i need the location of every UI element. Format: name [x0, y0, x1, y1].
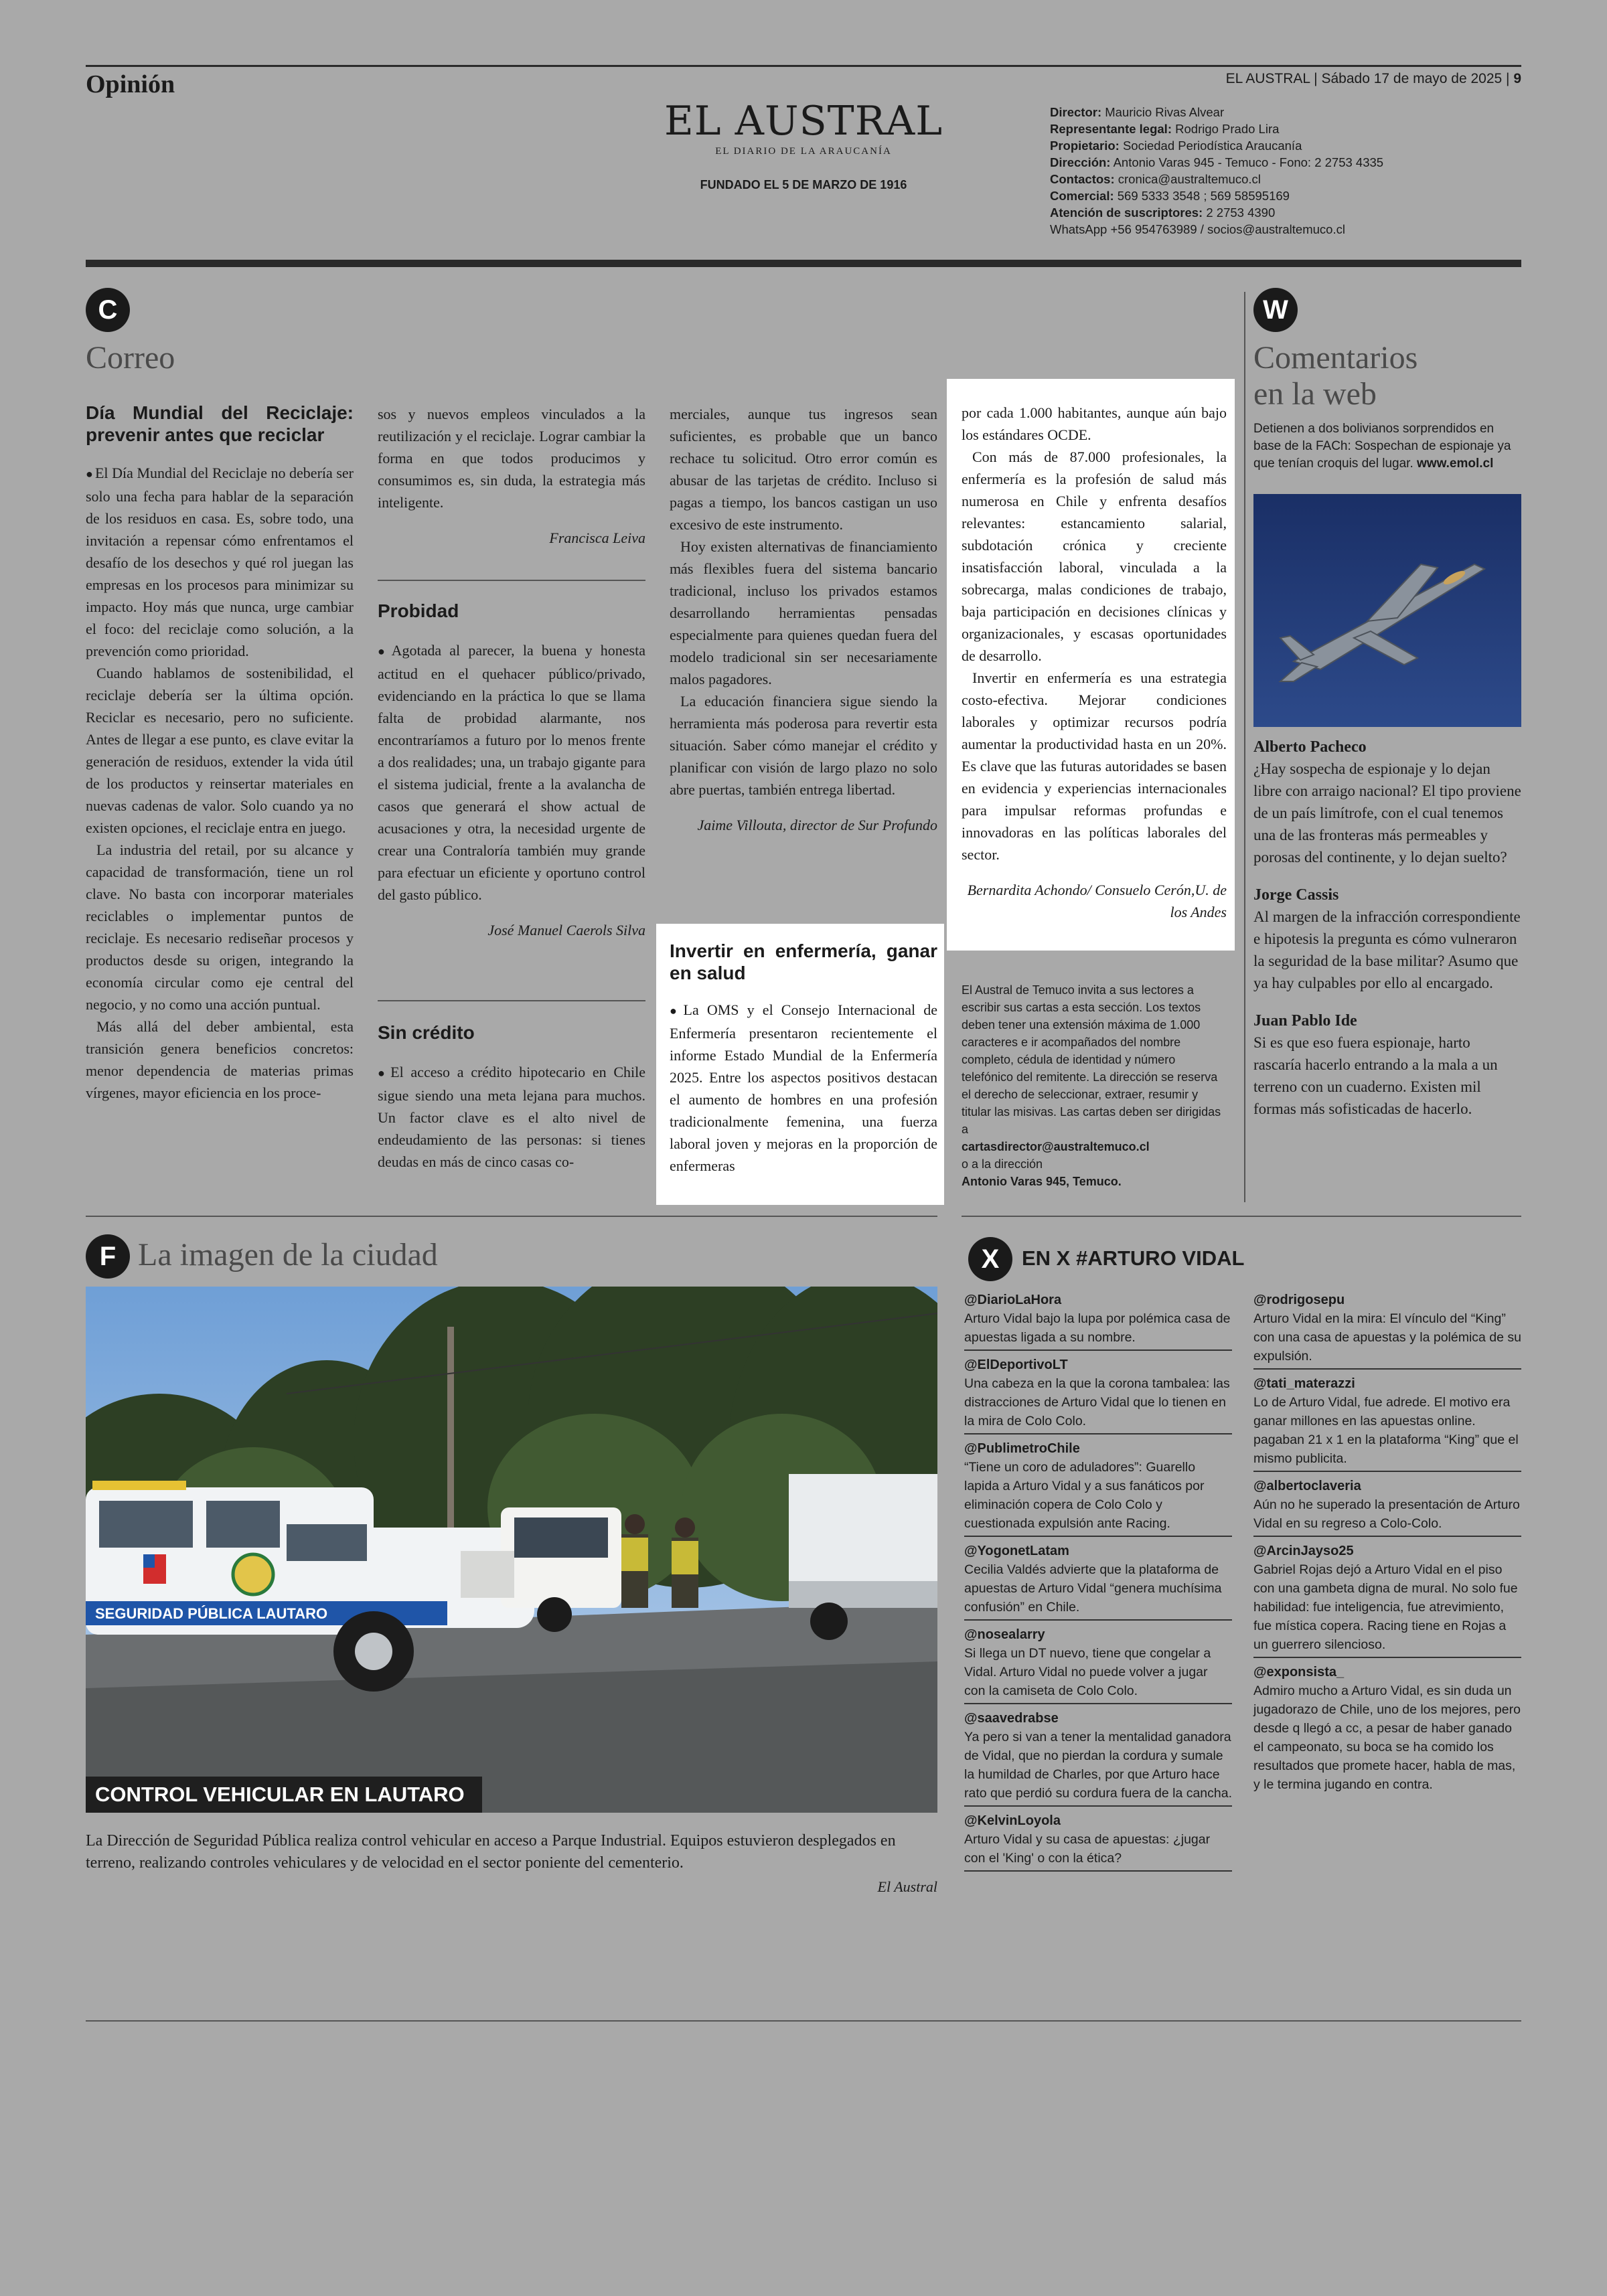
letter-probidad-signature: José Manuel Caerols Silva	[487, 922, 645, 938]
correo-icon: C	[86, 288, 130, 332]
staff-line: Propietario: Sociedad Periodística Araucanía	[1050, 139, 1302, 153]
staff-box	[1050, 104, 1519, 238]
comment-author: Juan Pablo Ide	[1253, 1012, 1357, 1030]
page-number: 9	[1513, 71, 1521, 86]
letter-credito-paragraph: Hoy existen alternativas de financiamiento más flexibles fuera del sistema bancario tradicional, incluso los privados estamos desarrollando herramientas pensadas especialmente para quienes quedan fuera del modelo tradicional sin ser necesariamente malos pagadores.	[670, 538, 937, 687]
section-rule	[86, 1216, 937, 1217]
tweet-handle[interactable]: @YogonetLatam	[964, 1544, 1069, 1558]
comment-item	[1253, 736, 1521, 868]
letter-probidad-headline: Probidad	[378, 600, 459, 621]
tweet	[964, 1439, 1232, 1537]
letter-credito-signature: Jaime Villouta, director de Sur Profundo	[697, 817, 937, 833]
comment-text: Al margen de la infracción correspondiente e hipotesis la pregunta es cómo vulneraron la seguridad de la base militar? Asumo que ya hay culpables por ello al encargado.	[1253, 908, 1521, 991]
letter-reciclaje-signature: Francisca Leiva	[549, 529, 645, 546]
comment-item	[1253, 884, 1521, 994]
tweet	[964, 1709, 1232, 1807]
tweet-text: Cecilia Valdés advierte que la plataforma de apuestas de Arturo Vidal “genera muchísima confusión” en Chile.	[964, 1562, 1222, 1615]
letter-reciclaje-paragraph: Cuando hablamos de sostenibilidad, el reciclaje debería ser la última opción. Reciclar es necesario, pero no suficiente. Antes de llegar a ese punto, es clave evitar la generación de residuos, extender la vida útil de los productos y reinsertar materiales en nuevas cadenas de valor. Solo cuando ya no existen opciones, el reciclaje entra en juego.	[86, 665, 354, 836]
tweet	[964, 1291, 1232, 1351]
letter-enfermeria-body: ● La OMS y el Consejo Internacional de Enfermería presentaron recientemente el informe Estado Mundial de la Enfermería 2025. Entre los aspectos positivos destacan el aumento de hombres en una profesión tradicionalmente femenina, una fuerza laboral joven y mejoras en la proporción de enfermeras	[670, 999, 937, 1177]
dateline: EL AUSTRAL | Sábado 17 de mayo de 2025 | 9	[1225, 71, 1521, 86]
comment-author: Alberto Pacheco	[1253, 738, 1367, 756]
letter-enfermeria-continued-box	[947, 379, 1235, 951]
tweet-text: Arturo Vidal y su casa de apuestas: ¿jugar con el 'King' o con la ética?	[964, 1832, 1211, 1866]
letter-credito-body: ● El acceso a crédito hipotecario en Chile sigue siendo una meta lejana para muchos. Un factor clave es el alto nivel de endeudamiento de las personas: si tienes deudas en más de cinco casas co-	[378, 1061, 645, 1173]
separator	[378, 580, 645, 581]
letter-reciclaje-headline: Día Mundial del Reciclaje: prevenir antes que reciclar	[86, 402, 354, 445]
letter-enfermeria-headline: Invertir en enfermería, ganar en salud	[670, 940, 937, 983]
tweet	[1253, 1291, 1521, 1370]
dateline-date: Sábado 17 de mayo de 2025	[1321, 71, 1503, 86]
letter-credito	[378, 1021, 645, 1173]
tweet-handle[interactable]: @nosealarry	[964, 1627, 1045, 1642]
letters-disclaimer	[962, 981, 1229, 1190]
letter-reciclaje-paragraph: La industria del retail, por su alcance y capacidad de transformación, tiene un rol clave. No basta con incorporar materiales reciclables o implementar puntos de reciclaje. Es necesario rediseñar procesos y productos desde su origen, integrando la economía circular como eje central del negocio, y no como una acción puntual.	[86, 841, 354, 1013]
disclaimer-address: Antonio Varas 945, Temuco.	[962, 1175, 1122, 1188]
tweet-text: Aún no he superado la presentación de Arturo Vidal en su regreso a Colo-Colo.	[1253, 1497, 1520, 1531]
founded-line: FUNDADO EL 5 DE MARZO DE 1916	[700, 178, 907, 191]
comment-item	[1253, 1010, 1521, 1120]
city-image-title: La imagen de la ciudad	[138, 1237, 438, 1273]
masthead-thick-rule	[86, 260, 1521, 267]
tweet	[1253, 1374, 1521, 1472]
section-rule	[962, 1216, 1521, 1217]
tweet-handle[interactable]: @rodrigosepu	[1253, 1293, 1345, 1307]
letter-enfermeria-signature: Bernardita Achondo/ Consuelo Cerón,U. de los Andes	[967, 882, 1227, 920]
tweet-handle[interactable]: @ElDeportivoLT	[964, 1358, 1068, 1372]
staff-line: Atención de suscriptores: 2 2753 4390	[1050, 206, 1276, 220]
tweet-handle[interactable]: @saavedrabse	[964, 1711, 1059, 1726]
dateline-paper: EL AUSTRAL	[1225, 71, 1310, 86]
tweet-text: Admiro mucho a Arturo Vidal, es sin duda un jugadorazo de Chile, uno de los mejores, pero desde q llegó a cc, a pesar de haber ganado el campeonato, su boca se ha comido los resultados que promete hacer, habla de mas, y le termina jugando en contra.	[1253, 1684, 1521, 1792]
staff-line: Director: Mauricio Rivas Alvear	[1050, 105, 1225, 119]
web-comments-title: Comentarios en la web	[1253, 340, 1418, 412]
letter-reciclaje-paragraph: Más allá del deber ambiental, esta transición genera beneficios concretos: menor dependencia de materias primas vírgenes, mayor eficiencia en los proce-	[86, 1018, 354, 1101]
staff-line: Representante legal: Rodrigo Prado Lira	[1050, 122, 1280, 136]
tweet-text: Si llega un DT nuevo, tiene que congelar a Vidal. Arturo Vidal no puede volver a jugar con la camiseta de Colo Colo.	[964, 1646, 1211, 1698]
logo-subtitle: EL DIARIO DE LA ARAUCANÍA	[715, 146, 892, 157]
staff-line: WhatsApp +56 954763989 / socios@australtemuco.cl	[1050, 222, 1345, 236]
tweet	[1253, 1477, 1521, 1537]
tweet-handle[interactable]: @PublimetroChile	[964, 1441, 1080, 1456]
tweet-text: Lo de Arturo Vidal, fue adrede. El motivo era ganar millones en las apuestas online. pagaban 21 x 1 en la plataforma “King” que el mismo publicita.	[1253, 1395, 1519, 1466]
letters-col3	[670, 403, 937, 836]
letter-enfermeria-box	[656, 924, 944, 1205]
tweet	[964, 1811, 1232, 1872]
photo-caption: La Dirección de Seguridad Pública realiza control vehicular en acceso a Parque Industrial. Equipos estuvieron desplegados en terreno, realizando controles vehiculares y de velocidad en el sector poniente del cementerio.	[86, 1832, 896, 1872]
staff-line: Comercial: 569 5333 3548 ; 569 58595169	[1050, 189, 1290, 203]
tweet-handle[interactable]: @albertoclaveria	[1253, 1479, 1361, 1493]
tweets-col1	[964, 1291, 1232, 1876]
tweet	[964, 1356, 1232, 1434]
letter-probidad-body: ● Agotada al parecer, la buena y honesta actitud en el quehacer público/privado, evidenciando en la práctica lo que se llama falta de probidad alarmante, nos encontraríamos a futuro por lo menos frente a dos realidades; una, un trabajo gigante para el sistema judicial, frente a la avalancha de casos que generará el show actual de acusaciones y otra, la necesidad urgente de crear una Contraloría también muy grande para efectuar un eficiente y oportuno control del gasto público.	[378, 639, 645, 906]
tweet-text: Gabriel Rojas dejó a Arturo Vidal en el piso con una gambeta digna de mural. No solo fue habilidad: fue inteligencia, fue atrevimiento, fue mística copera. Racing tiene en Rojas a un guerrero silencioso.	[1253, 1562, 1518, 1652]
fighter-jet-photo	[1253, 494, 1521, 727]
disclaimer-text: El Austral de Temuco invita a sus lectores a escribir sus cartas a esta sección. Los textos deben tener una extensión máxima de 1.000 caracteres e ir acompañados del nombre completo, cédula de identidad y número telefónico del remitente. La dirección se reserva el derecho de seleccionar, extraer, resumir y titular las misivas. Las cartas deben ser dirigidas a	[962, 983, 1221, 1136]
tweet-text: Una cabeza en la que la corona tambalea: las distracciones de Arturo Vidal que lo tienen en la mira de Colo Colo.	[964, 1376, 1230, 1428]
correo-title: Correo	[86, 340, 175, 376]
comment-author: Jorge Cassis	[1253, 886, 1339, 904]
logo-title: EL AUSTRAL	[664, 98, 943, 145]
separator	[378, 1000, 645, 1001]
x-logo-icon: X	[968, 1237, 1012, 1281]
staff-line: Contactos: cronica@australtemuco.cl	[1050, 172, 1261, 186]
comment-text: Si es que eso fuera espionaje, harto rascaría hacerlo entrando a la mala a un terreno con un cuaderno. Existen mil formas más sofisticadas de hacerlo.	[1253, 1034, 1498, 1117]
column-divider	[1244, 292, 1245, 1202]
intro-link[interactable]: www.emol.cl	[1417, 457, 1494, 471]
letter-enfermeria-paragraph: Con más de 87.000 profesionales, la enfermería es la profesión de salud más numerosa en Chile y enfrenta desafíos relevantes: estancamiento salarial, subdotación crónica y creciente insatisfacción laboral, vinculada a la sobrecarga, malas condiciones de trabajo, baja participación en decisiones clínicas y organizacionales, y escasas oportunidades de desarrollo.	[962, 448, 1227, 664]
staff-line: Dirección: Antonio Varas 945 - Temuco - Fono: 2 2753 4335	[1050, 155, 1384, 169]
photo-credit: El Austral	[877, 1878, 937, 1895]
tweet	[964, 1625, 1232, 1704]
tweet-handle[interactable]: @tati_materazzi	[1253, 1376, 1355, 1391]
tweet-text: Arturo Vidal en la mira: El vínculo del “King” con una casa de apuestas y la polémica de su expulsión.	[1253, 1311, 1522, 1364]
letters-col2	[378, 403, 645, 549]
comment-text: ¿Hay sospecha de espionaje y lo dejan libre con arraigo nacional? El tipo proviene de un país limítrofe, con el cual tenemos una de las fronteras más permeables y porosas del continente, y lo dejan suelto?	[1253, 760, 1521, 866]
letter-credito-continued: merciales, aunque tus ingresos sean suficientes, es probable que un banco rechace tu solicitud. Otro error común es abusar de las tarjetas de crédito. Incluso si pagas a tiempo, los bancos castigan un uso excesivo de este instrumento.	[670, 406, 937, 533]
city-image-icon: F	[86, 1234, 130, 1279]
top-rule	[86, 65, 1521, 67]
tweet-text: Ya pero si van a tener la mentalidad ganadora de Vidal, que no pierdan la cordura y sumale la humildad de Charles, por que Arturo hace rato que perdió su cordura fuera de la cancha.	[964, 1730, 1233, 1801]
web-comments-icon: W	[1253, 288, 1298, 332]
disclaimer-email[interactable]: cartasdirector@australtemuco.cl	[962, 1140, 1150, 1153]
tweet	[964, 1542, 1232, 1621]
tweet-text: “Tiene un coro de aduladores”: Guarello lapida a Arturo Vidal y a sus fanáticos por eliminación copera de Colo Colo y cuestionada expulsión ante Racing.	[964, 1460, 1205, 1531]
letter-credito-headline: Sin crédito	[378, 1022, 475, 1043]
section-name: Opinión	[86, 70, 175, 98]
tweet	[1253, 1542, 1521, 1658]
web-comments-list	[1253, 736, 1521, 1120]
disclaimer-or: o a la dirección	[962, 1157, 1043, 1171]
letter-enfermeria-paragraph: Invertir en enfermería es una estrategia costo-efectiva. Mejorar condiciones laborales y optimizar recursos podría aumentar la productividad hasta en un 20%. Es clave que las futuras autoridades se basen en evidencia y experiencias internacionales para impulsar reformas profundas e innovadoras en las políticas laborales del sector.	[962, 669, 1227, 863]
letter-probidad	[378, 600, 645, 941]
vehicle-lettering: SEGURIDAD PÚBLICA LAUTARO	[95, 1605, 328, 1622]
letter-enfermeria-continued: por cada 1.000 habitantes, aunque aún bajo los estándares OCDE.	[962, 404, 1227, 443]
tweet-text: Arturo Vidal bajo la lupa por polémica casa de apuestas ligada a su nombre.	[964, 1311, 1231, 1345]
tweet-handle[interactable]: @KelvinLoyola	[964, 1813, 1061, 1828]
web-comments-intro: Detienen a dos bolivianos sorprendidos en base de la FACh: Sospechan de espionaje ya que tenían croquis del lugar. www.emol.cl	[1253, 422, 1511, 471]
city-photo	[86, 1287, 937, 1813]
tweets-col2	[1253, 1291, 1521, 1801]
letter-reciclaje-col1	[86, 402, 354, 1104]
tweet-handle[interactable]: @DiarioLaHora	[964, 1293, 1062, 1307]
letter-reciclaje-paragraph: ● El Día Mundial del Reciclaje no debería ser solo una fecha para hablar de la separación de los residuos en casa. Es, sobre todo, una invitación a repensar cómo enfrentamos el desafío de los desechos y qué rol juegan las empresas en los procesos para minimizar su impacto. Hoy más que nunca, urge cambiar el foco: del reciclaje como solución, a la prevención como prioridad.	[86, 462, 354, 662]
tweet	[1253, 1663, 1521, 1797]
photo-label: CONTROL VEHICULAR EN LAUTARO	[86, 1777, 482, 1813]
tweet-handle[interactable]: @ArcinJayso25	[1253, 1544, 1354, 1558]
letter-credito-paragraph: La educación financiera sigue siendo la herramienta más poderosa para revertir esta situación. Saber cómo manejar el crédito y planificar con visión de largo plazo no solo abre puertas, también entrega libertad.	[670, 693, 937, 798]
tweet-handle[interactable]: @exponsista_	[1253, 1665, 1345, 1679]
letter-reciclaje-continued: sos y nuevos empleos vinculados a la reutilización y el reciclaje. Lograr cambiar la forma en que todos producimos y consumimos es, sin duda, la estrategia más inteligente.	[378, 406, 645, 511]
bottom-rule	[86, 2020, 1521, 2022]
twitter-title: EN X #ARTURO VIDAL	[1022, 1246, 1245, 1270]
